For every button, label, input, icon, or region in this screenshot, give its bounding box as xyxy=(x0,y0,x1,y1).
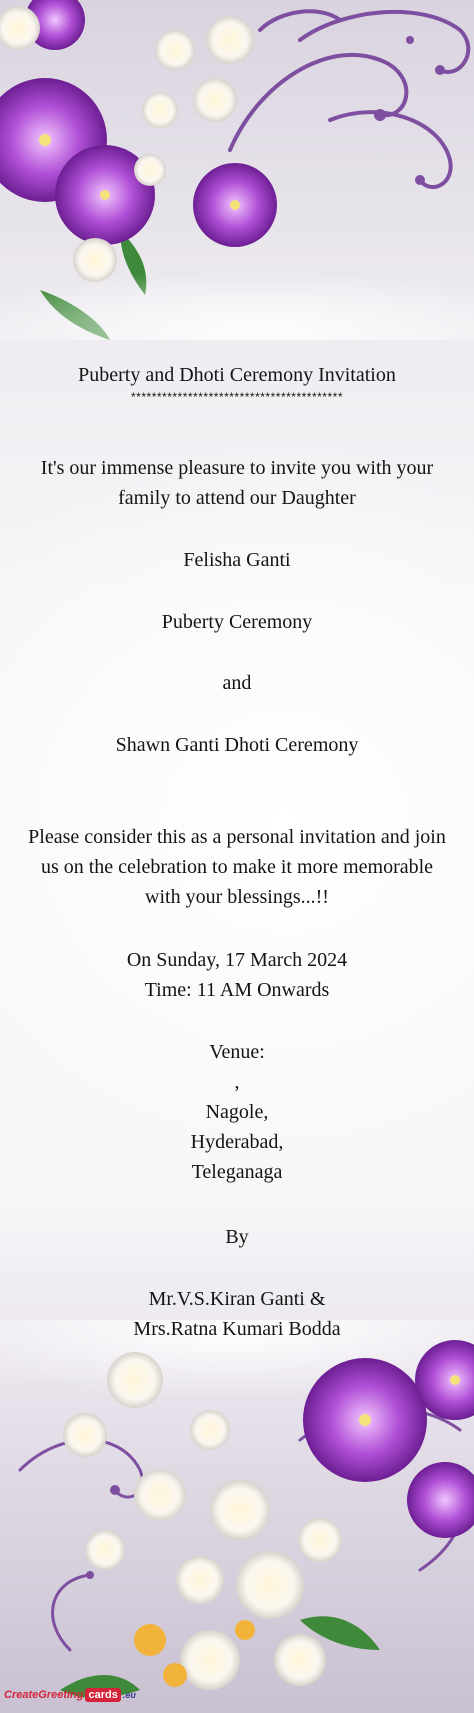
request-line-3: with your blessings...!! xyxy=(145,886,329,908)
request-line-2: us on the celebration to make it more memorable xyxy=(40,856,434,878)
watermark-part-3: .eu xyxy=(122,1690,136,1700)
ceremony-1 xyxy=(0,607,474,637)
site-watermark-logo[interactable] xyxy=(4,1683,136,1707)
venue-line-2: Nagole, xyxy=(205,1101,269,1123)
ceremony-2 xyxy=(0,730,474,760)
request-line-1: Please consider this as a personal invitation and join xyxy=(28,826,446,848)
intro-line-2: family to attend our Daughter xyxy=(118,487,356,509)
event-datetime xyxy=(0,945,474,1005)
venue-block xyxy=(0,1037,474,1187)
floral-decoration-bottom xyxy=(0,1320,474,1713)
invitation-intro xyxy=(0,453,474,513)
venue-line-4: Teleganaga xyxy=(191,1161,283,1183)
by-label xyxy=(0,1222,474,1252)
ceremony-2-text: Shawn Ganti Dhoti Ceremony xyxy=(115,734,359,756)
host-2: Mrs.Ratna Kumari Bodda xyxy=(133,1318,341,1340)
watermark-part-2: cards xyxy=(85,1688,120,1702)
watermark-part-1: CreateGreeting xyxy=(4,1689,84,1701)
intro-line-1: It's our immense pleasure to invite you with your xyxy=(40,457,434,479)
star-divider: ***************************************** xyxy=(131,390,343,404)
invitation-title: Puberty and Dhoti Ceremony Invitation xyxy=(78,364,396,386)
venue-line-3: Hyderabad, xyxy=(190,1131,284,1153)
hosts-block xyxy=(0,1284,474,1344)
venue-line-1: , xyxy=(234,1071,240,1093)
invitation-request xyxy=(0,822,474,912)
by-label-text: By xyxy=(225,1226,249,1248)
host-1: Mr.V.S.Kiran Ganti & xyxy=(148,1288,326,1310)
conjunction-text: and xyxy=(222,672,252,694)
ceremony-1-text: Puberty Ceremony xyxy=(161,611,313,633)
invitation-heading xyxy=(0,360,474,404)
event-time: Time: 11 AM Onwards xyxy=(144,979,330,1001)
daughter-name xyxy=(0,545,474,575)
daughter-name-text: Felisha Ganti xyxy=(183,549,291,571)
floral-decoration-top xyxy=(0,0,474,340)
venue-label: Venue: xyxy=(209,1041,265,1063)
event-date: On Sunday, 17 March 2024 xyxy=(126,949,348,971)
conjunction xyxy=(0,668,474,698)
